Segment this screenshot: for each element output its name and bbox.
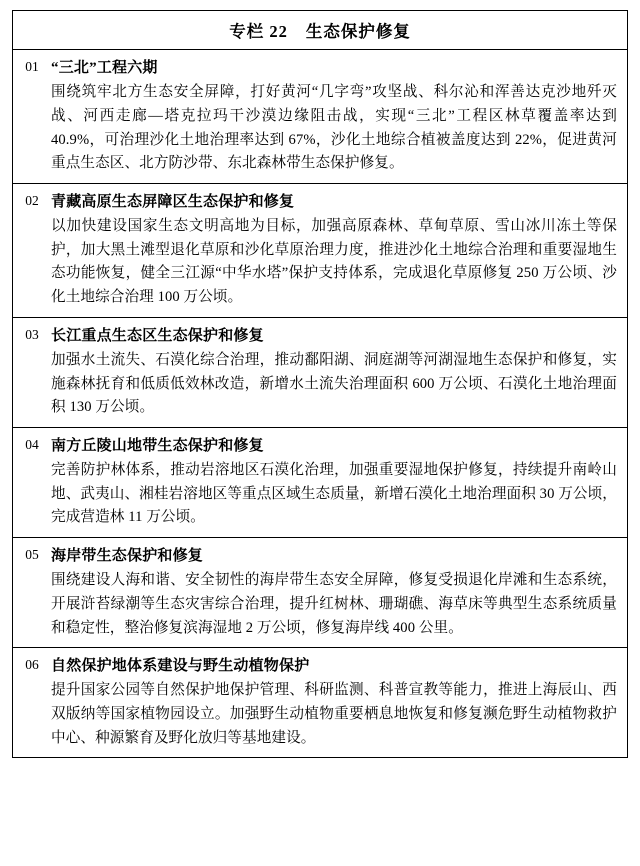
box-title-name: 生态保护修复 [305,22,411,41]
entry-text: 加强水土流失、石漠化综合治理，推动鄱阳湖、洞庭湖等河湖湿地生态保护和修复，实施森林抚育和低质低效林改造，新增水土流失治理面积 600 万公顷、石漠化土地治理面积 130 万公顷。 [51,351,617,416]
entry-text: 围绕建设人海和谐、安全韧性的海岸带生态安全屏障，修复受损退化岸滩和生态系统，开展浒苔绿潮等生态灾害综合治理，提升红树林、珊瑚礁、海草床等典型生态系统质量和稳定性，整治修复滨海湿地 2 万公顷，修复海岸线 400 公里。 [51,572,617,636]
entry-number: 02 [25,192,39,208]
entry-heading: 青藏高原生态屏障区生态保护和修复 [51,193,295,210]
list-item [13,50,627,184]
entry-text: 完善防护林体系，推动岩溶地区石漠化治理，加强重要湿地保护修复，持续提升南岭山地、武夷山、湘桂岩溶地区等重点区域生态质量，新增石漠化土地治理面积 30 万公顷，完成营造林 11 万公顷。 [51,462,617,526]
entry-text: 以加快建设国家生态文明高地为目标，加强高原森林、草甸草原、雪山冰川冻土等保护，加大黑土滩型退化草原和沙化草原治理力度，推进沙化土地综合治理和重要湿地生态功能恢复，健全三江源“中华水塔”保护支持体系，完成退化草原修复 250 万公顷、沙化土地综合治理 100 万公顷。 [51,218,617,305]
entry-body [51,538,627,647]
list-item [13,538,627,648]
entry-number: 05 [25,546,39,562]
entry-number: 01 [25,59,39,74]
entry-heading: 长江重点生态区生态保护和修复 [51,327,264,344]
entry-number: 04 [25,436,39,452]
entry-body [51,648,627,757]
list-item [13,318,627,428]
entry-heading: 南方丘陵山地带生态保护和修复 [51,437,264,454]
entry-number: 03 [25,326,39,342]
list-item [13,428,627,538]
box-title [13,11,627,50]
entry-body [51,50,627,183]
entry-text: 提升国家公园等自然保护地保护管理、科研监测、科普宣教等能力，推进上海辰山、西双版纳等国家植物园设立。加强野生动植物重要栖息地恢复和修复濒危野生动植物救护中心、种源繁育及野化放归等基地建设。 [51,682,617,746]
box-title-label: 专栏 22 [229,22,288,41]
list-item [13,184,627,318]
entry-body [51,318,627,427]
list-item [13,648,627,757]
entry-number: 06 [25,657,39,673]
entry-body [51,428,627,537]
feature-box [12,10,628,758]
entry-body [51,184,627,317]
entry-text: 围绕筑牢北方生态安全屏障，打好黄河“几字弯”攻坚战、科尔沁和浑善达克沙地歼灭战、河西走廊—塔克拉玛干沙漠边缘阻击战，实现“三北”工程区林草覆盖率达到 40.9%，可治理沙化土地治理率达到 67%，沙化土地综合植被盖度达到 22%，促进黄河重点生态区、北方防沙带、东北森林带生态保护修复。 [51,84,617,172]
entry-heading: 自然保护地体系建设与野生动植物保护 [51,658,310,675]
entry-heading: “三北”工程六期 [51,60,158,76]
entry-heading: 海岸带生态保护和修复 [51,547,204,564]
